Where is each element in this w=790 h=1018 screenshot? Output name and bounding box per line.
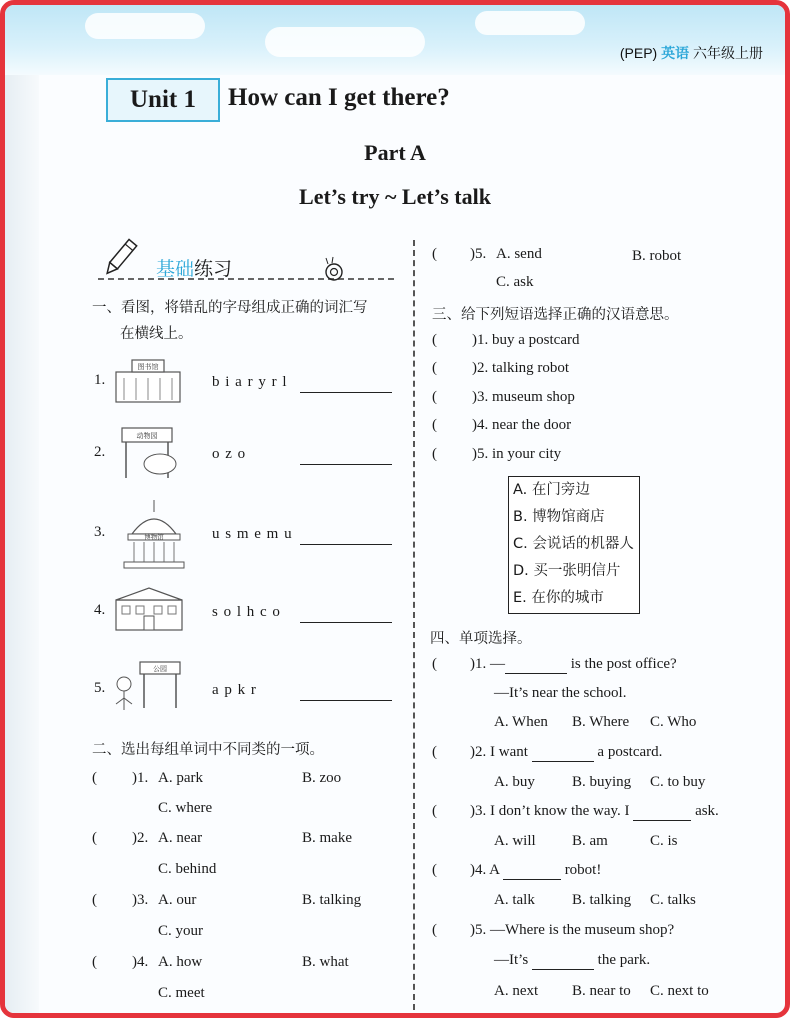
q2-option-a: A. near xyxy=(158,830,203,846)
q2-option-a: A. our xyxy=(158,892,197,908)
answer-paren[interactable]: ( xyxy=(432,656,437,672)
answer-paren[interactable]: ( xyxy=(432,744,437,760)
answer-paren[interactable]: ( xyxy=(432,446,437,462)
unit-title: How can I get there? xyxy=(228,84,450,111)
section-basic-label xyxy=(156,254,232,281)
q4-option-b: B. am xyxy=(572,833,608,849)
museum-sign-text: 博物馆 xyxy=(144,533,164,541)
q1-item-number: 4. xyxy=(94,602,106,618)
answer-paren[interactable]: ( xyxy=(432,862,437,878)
q2-option-a: A. park xyxy=(158,770,203,786)
lesson-subtitle: Let’s try ~ Let’s talk xyxy=(299,184,491,209)
q1-scrambled-letters: u s m e m u xyxy=(212,526,293,542)
q1-item-number: 5. xyxy=(94,680,106,696)
library-sign-text: 图书馆 xyxy=(137,363,159,371)
unit-label: Unit 1 xyxy=(106,78,220,122)
q4-option-b: B. buying xyxy=(572,774,632,790)
answer-paren[interactable]: ( xyxy=(432,803,437,819)
section-basic-practice xyxy=(98,250,398,286)
q2-item: )3. xyxy=(132,892,149,908)
q4-question-pre: )4. A xyxy=(470,862,500,878)
q2-option-c: C. behind xyxy=(158,861,217,877)
answer-line[interactable] xyxy=(300,448,392,465)
answer-paren[interactable]: ( xyxy=(432,360,437,376)
column-divider xyxy=(413,240,415,1010)
cloud-decoration xyxy=(85,13,205,39)
q4-question-post: a postcard. xyxy=(597,744,663,760)
q4-option-c: C. next to xyxy=(650,983,709,999)
q2-option-c: C. meet xyxy=(158,985,205,1001)
q4-response-pre: —It’s xyxy=(494,952,529,968)
q4-question-pre: )3. I don’t know the way. I xyxy=(470,803,630,819)
q3-phrase: )3. museum shop xyxy=(472,389,575,405)
answer-blank[interactable] xyxy=(505,656,567,674)
q3-option: A. 在门旁边 xyxy=(513,482,590,498)
park-gate-icon xyxy=(110,654,194,720)
q3-option: B. 博物馆商店 xyxy=(513,509,605,525)
answer-paren[interactable]: ( xyxy=(432,332,437,348)
park-sign-text: 公园 xyxy=(153,665,167,673)
answer-blank[interactable] xyxy=(532,744,594,762)
q1-scrambled-letters: b i a r y r l xyxy=(212,374,288,390)
q3-title: 三、给下列短语选择正确的汉语意思。 xyxy=(432,307,679,323)
q4-question-post: ask. xyxy=(695,803,719,819)
q1-item-number: 2. xyxy=(94,444,106,460)
q1-scrambled-letters: s o l h c o xyxy=(212,604,281,620)
q4-question-post: robot! xyxy=(564,862,602,878)
q4-option-b: B. talking xyxy=(572,892,632,908)
q2-option-c: C. your xyxy=(158,923,203,939)
q2-option-c: C. ask xyxy=(496,274,534,290)
answer-paren[interactable]: ( xyxy=(432,417,437,433)
answer-line[interactable] xyxy=(300,376,392,393)
header-subject: 英语 xyxy=(661,45,690,61)
q3-phrase: )4. near the door xyxy=(472,417,572,433)
q4-question xyxy=(470,803,719,821)
answer-blank[interactable] xyxy=(633,803,691,821)
part-title: Part A xyxy=(364,140,426,165)
q2-item: )1. xyxy=(132,770,149,786)
q1-item-number: 1. xyxy=(94,372,106,388)
q2-item: )4. xyxy=(132,954,149,970)
answer-paren[interactable]: ( xyxy=(92,830,97,846)
q3-phrase: )1. buy a postcard xyxy=(472,332,580,348)
q1-scrambled-letters: o z o xyxy=(212,446,247,462)
q4-question xyxy=(470,862,601,880)
q3-options-box xyxy=(508,476,640,614)
q4-question xyxy=(470,656,677,674)
section-basic-label-2: 练习 xyxy=(194,259,233,280)
answer-line[interactable] xyxy=(300,684,392,701)
answer-paren[interactable]: ( xyxy=(92,954,97,970)
q1-title-cont: 在横线上。 xyxy=(120,326,193,342)
zoo-gate-icon xyxy=(112,420,192,482)
section-basic-label-1: 基础 xyxy=(156,259,195,280)
q3-phrase: )5. in your city xyxy=(472,446,562,462)
book-header xyxy=(620,43,763,63)
q4-option-a: A. talk xyxy=(494,892,535,908)
answer-line[interactable] xyxy=(300,528,392,545)
school-building-icon xyxy=(110,584,190,634)
q4-question: )5. —Where is the museum shop? xyxy=(470,922,675,938)
cloud-decoration xyxy=(265,27,425,57)
answer-paren[interactable]: ( xyxy=(432,922,437,938)
q4-option-c: C. to buy xyxy=(650,774,706,790)
answer-paren[interactable]: ( xyxy=(432,389,437,405)
q4-question xyxy=(470,744,662,762)
answer-line[interactable] xyxy=(300,606,392,623)
q4-option-c: C. talks xyxy=(650,892,696,908)
q2-item: )5. xyxy=(470,246,487,262)
q1-item-number: 3. xyxy=(94,524,106,540)
q3-option: E. 在你的城市 xyxy=(513,590,604,606)
q4-question-pre: )1. — xyxy=(470,656,505,672)
q2-option-b: B. make xyxy=(302,830,352,846)
q4-response xyxy=(494,952,650,970)
snail-icon xyxy=(320,256,350,282)
q2-option-a: A. how xyxy=(158,954,203,970)
q4-option-c: C. is xyxy=(650,833,678,849)
q4-option-a: A. buy xyxy=(494,774,535,790)
q4-option-a: A. will xyxy=(494,833,536,849)
q4-option-b: B. near to xyxy=(572,983,631,999)
answer-paren[interactable]: ( xyxy=(92,892,97,908)
header-prefix: (PEP) xyxy=(619,45,658,61)
q4-option-b: B. Where xyxy=(572,714,630,730)
q2-option-b: B. talking xyxy=(302,892,362,908)
header-sky-banner xyxy=(5,5,785,75)
q4-option-c: C. Who xyxy=(650,714,697,730)
q3-option: C. 会说话的机器人 xyxy=(513,536,634,552)
q4-title: 四、单项选择。 xyxy=(430,631,532,647)
q4-question-pre: )2. I want xyxy=(470,744,528,760)
q1-scrambled-letters: a p k r xyxy=(212,682,257,698)
q3-option: D. 买一张明信片 xyxy=(513,563,621,579)
q4-option-a: A. next xyxy=(494,983,539,999)
q4-option-a: A. When xyxy=(494,714,548,730)
q2-option-b: B. zoo xyxy=(302,770,342,786)
museum-dome-icon xyxy=(118,498,190,572)
q4-response: —It’s near the school. xyxy=(494,685,627,701)
answer-paren[interactable]: ( xyxy=(92,770,97,786)
q2-option-b: B. what xyxy=(302,954,349,970)
q2-option-a: A. send xyxy=(496,246,542,262)
q2-option-b: B. robot xyxy=(632,248,682,264)
q2-title: 二、选出每组单词中不同类的一项。 xyxy=(92,742,324,758)
q2-option-c: C. where xyxy=(158,800,213,816)
page-spine-shadow xyxy=(5,75,39,1013)
answer-blank[interactable] xyxy=(503,862,561,880)
header-grade: 六年级上册 xyxy=(693,45,763,61)
q4-response-post: the park. xyxy=(597,952,651,968)
answer-paren[interactable]: ( xyxy=(432,246,437,262)
cloud-decoration xyxy=(475,11,585,35)
pencil-icon xyxy=(100,236,140,280)
q2-item: )2. xyxy=(132,830,149,846)
q3-phrase: )2. talking robot xyxy=(472,360,570,376)
q1-title: 一、看图，将错乱的字母组成正确的词汇写 xyxy=(92,300,368,316)
library-building-icon xyxy=(108,356,188,406)
q4-question-post: is the post office? xyxy=(570,656,677,672)
answer-blank[interactable] xyxy=(532,952,594,970)
zoo-sign-text: 动物园 xyxy=(136,432,158,440)
